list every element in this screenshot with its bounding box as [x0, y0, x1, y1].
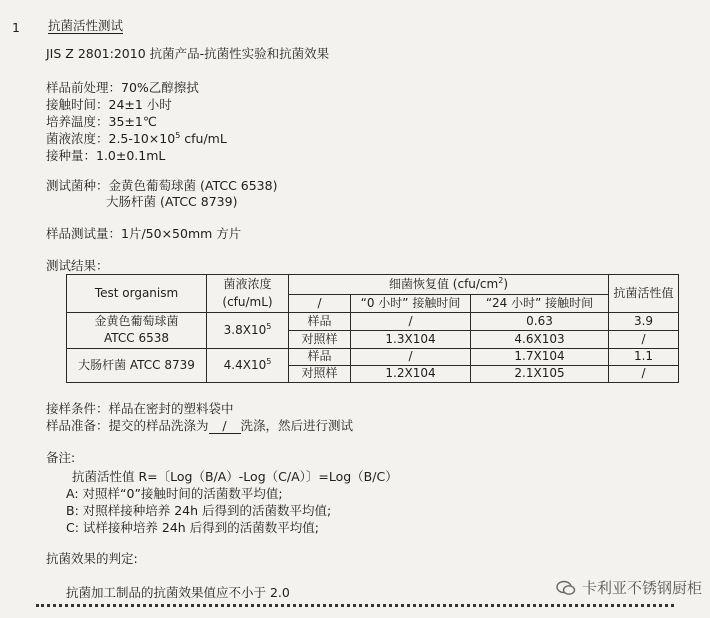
section-number: 1 [12, 20, 20, 35]
row1-activity: 3.9 [609, 313, 679, 331]
header-recovery-exp: 2 [498, 276, 504, 286]
watermark [556, 580, 702, 596]
row2-sample-24h: 1.7X104 [471, 348, 609, 365]
row1-sample-label: 样品 [289, 313, 351, 331]
row1-conc-exp: 5 [266, 322, 272, 332]
results-label: 测试结果： [46, 258, 109, 273]
note-b: B: 对照样接种培养 24h 后得到的活菌数平均值; [66, 503, 332, 518]
row1-organism-atcc: ATCC 6538 [103, 331, 169, 346]
row2-control-24h: 2.1X105 [471, 365, 609, 382]
prep-prefix: 样品准备：提交的样品洗涤为 [46, 418, 209, 433]
row1-organism [67, 313, 207, 349]
test-organisms [46, 180, 277, 193]
row1-conc-base: 3.8X10 [223, 323, 267, 338]
row2-conc-exp: 5 [266, 357, 272, 367]
header-concentration: 菌液浓度 (cfu/mL) [207, 275, 289, 313]
header-activity: 抗菌活性值 [609, 275, 679, 313]
row2-organism: 大肠杆菌 ATCC 8739 [67, 348, 207, 382]
prep-suffix: 洗涤，然后进行测试 [240, 418, 354, 433]
row2-sample-label: 样品 [289, 348, 351, 365]
organism-2: 大肠杆菌 (ATCC 8739) [106, 194, 238, 209]
concentration-unit: cfu/mL [180, 131, 227, 147]
subheader-slash: / [289, 295, 351, 313]
row2-sample-0h: / [351, 348, 471, 365]
row1-control-0h: 1.3X104 [351, 330, 471, 348]
row2-concentration [207, 348, 289, 382]
notes-title: 备注: [46, 450, 76, 465]
subheader-0h: “0 小时” 接触时间 [351, 295, 471, 313]
organisms-label: 测试菌种： [46, 178, 109, 193]
sample-preparation [46, 420, 353, 434]
row2-control-label: 对照样 [289, 365, 351, 382]
activity-formula: 抗菌活性值 R=〔Log（B/A）-Log（C/A）〕=Log（B/C） [72, 469, 398, 484]
row2-control-0h: 1.2X104 [351, 365, 471, 382]
prep-blank: / [209, 420, 241, 434]
organism-1: 金黄色葡萄球菌 (ATCC 6538) [108, 178, 278, 193]
note-c: C: 试样接种培养 24h 后得到的活菌数平均值; [66, 520, 319, 535]
header-recovery-close: ) [503, 277, 509, 292]
header-recovery [289, 275, 609, 295]
row1-control-24h: 4.6X103 [471, 330, 609, 348]
inoculum-volume: 接种量：1.0±0.1mL [46, 148, 166, 163]
row1-organism-name: 金黄色葡萄球菌 [94, 314, 179, 328]
row1-control-activity: / [609, 330, 679, 348]
concentration-exponent: 5 [175, 131, 181, 140]
judgement-text: 抗菌加工制品的抗菌效果值应不小于 2.0 [66, 585, 290, 600]
sample-amount: 样品测试量：1片/50×50mm 方片 [46, 226, 242, 241]
row1-control-label: 对照样 [289, 330, 351, 348]
row2-conc-base: 4.4X10 [223, 358, 267, 373]
culture-temperature: 培养温度：35±1℃ [46, 114, 157, 129]
watermark-text: 卡利亚不锈钢厨柜 [582, 578, 703, 597]
pretreatment: 样品前处理：70%乙醇擦拭 [46, 80, 199, 95]
row2-control-activity: / [609, 365, 679, 382]
header-recovery-text: 细菌恢复值 (cfu/cm [388, 277, 499, 292]
wechat-icon [556, 580, 576, 596]
row1-sample-0h: / [351, 313, 471, 331]
section-title: 抗菌活性测试 [48, 18, 124, 33]
row1-sample-24h: 0.63 [471, 313, 609, 331]
concentration-prefix: 菌液浓度：2.5-10×10 [46, 131, 176, 147]
contact-time: 接触时间：24±1 小时 [46, 97, 172, 112]
note-a: A: 对照样“0”接触时间的活菌数平均值; [66, 486, 283, 501]
standard-line: JIS Z 2801:2010 抗菌产品-抗菌性实验和抗菌效果 [46, 46, 330, 61]
inoculation-condition: 接样条件：样品在密封的塑料袋中 [46, 401, 234, 416]
row2-activity: 1.1 [609, 348, 679, 365]
dotted-divider [36, 604, 674, 607]
row1-concentration [207, 313, 289, 349]
results-table [66, 274, 679, 383]
judgement-title: 抗菌效果的判定: [46, 551, 138, 566]
bacterial-concentration [46, 132, 227, 146]
subheader-24h: “24 小时” 接触时间 [471, 295, 609, 313]
header-organism: Test organism [67, 275, 207, 313]
